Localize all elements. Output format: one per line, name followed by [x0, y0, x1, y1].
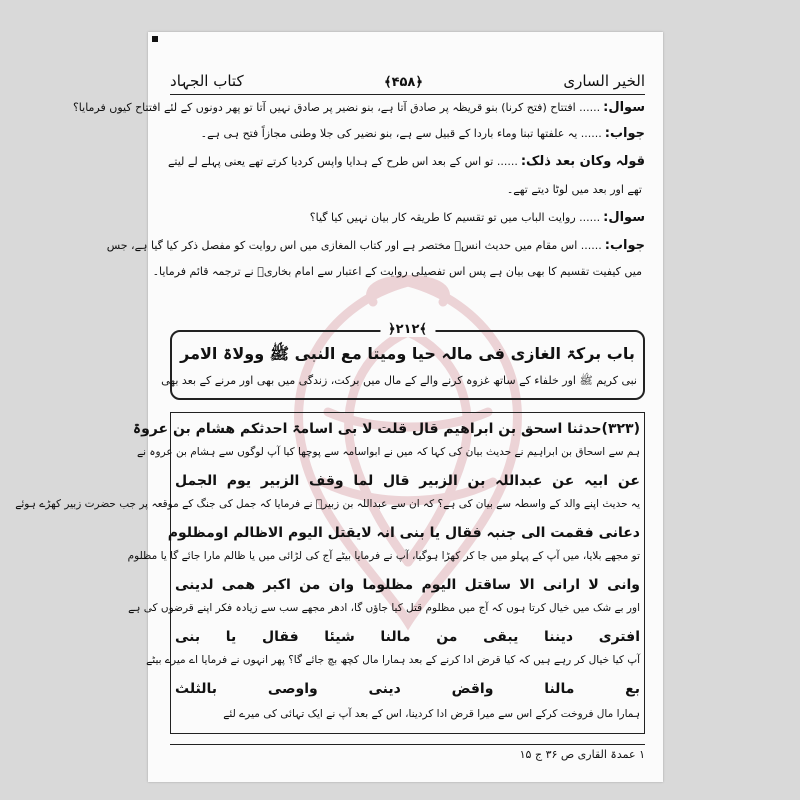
section-title: کتاب الجہاد: [170, 72, 244, 90]
page-header: [170, 64, 645, 90]
hadith-arabic-line: دعانی فقمت الی جنبہ فقال یا بنی انہ لایقتل الیوم الاظالم اومظلوم: [167, 525, 640, 541]
line-label: سوال:: [603, 100, 645, 115]
chapter-subtitle: نبی کریم ﷺ اور خلفاء کے ساتھ غزوہ کرنے والے کے مال میں برکت، زندگی میں بھی اور مرنے کے بعد بھی: [161, 374, 637, 387]
header-divider: [170, 94, 645, 95]
text-line: [72, 98, 645, 120]
text-line: [152, 262, 645, 284]
page-number: ﴿۴۵۸﴾: [383, 75, 423, 90]
hadith-urdu-line: ہم سے اسحاق بن ابراہیم نے حدیث بیان کی کہا کہ میں نے ابواسامہ سے پوچھا کیا آپ لوگوں سے ہشام بن عروہ نے: [136, 446, 640, 458]
line-text: میں کیفیت تقسیم کا بھی بیان ہے پس اس تفصیلی روایت کے اعتبار سے امام بخاریؒ نے ترجمہ قائم فرمایا۔: [152, 265, 642, 278]
footnote-divider: [170, 744, 645, 745]
scan-corner-mark: [152, 36, 158, 42]
chapter-title: باب برکۃ الغازی فی مالہ حیا ومیتا مع النبی ﷺ وولاۃ الامر: [180, 344, 635, 363]
hadith-arabic-line: (۳۲۳)حدثنا اسحق بن ابراھیم قال قلت لا بی اسامۃ احدثکم ھشام بن عروۃ: [132, 421, 640, 437]
text-line: [170, 180, 645, 202]
hadith-urdu-line: آپ کیا خیال کر رہے ہیں کہ کیا قرض ادا کرنے کے بعد ہمارا مال کچھ بچ جائے گا؟ پھر انہوں نے فرمایا اے میرے بیٹے: [146, 654, 640, 666]
line-text: ...... اس مقام میں حدیث انسؓ مختصر ہے اور کتاب المغازی میں اس روایت کو مفصل ذکر کیا گیا ہے، جس: [106, 239, 602, 252]
line-text: ...... روایت الباب میں تو تقسیم کا طریقہ کار بیان نہیں کیا گیا؟: [309, 211, 601, 224]
hadith-urdu-line: تو مجھے بلایا، میں آپ کے پہلو میں جا کر کھڑا ہوگیا، آپ نے فرمایا بیٹے آج کی لڑائی میں یا ظالم مارا جائے گا یا مظلوم: [127, 550, 640, 562]
text-line: [170, 208, 645, 230]
hadith-arabic-line: عن ابیہ عن عبداللہ بن الزبیر قال لما وقف الزبیر یوم الجمل: [175, 473, 640, 489]
line-label: جواب:: [604, 126, 645, 141]
line-text: ...... تو اس کے بعد اس طرح کے ہدایا واپس کردیا کرتے تھے یعنی پہلے لے لیتے: [167, 155, 518, 168]
line-text: ...... یہ علفتھا تبنا وماء باردا کے قبیل سے ہے، بنو نضیر کی جلا وطنی مجازاً فتح ہی ہے۔: [200, 127, 602, 140]
hadith-arabic-line: بع مالنا واقض دینی واوصی بالثلث: [175, 681, 640, 697]
hadith-urdu-line: ہمارا مال فروخت کرکے اس سے میرا قرض ادا کردینا، اس کے بعد آپ نے ایک تہائی کی میرے لئے: [223, 708, 640, 720]
line-text: ...... افتتاح (فتح کرنا) بنو قریظہ پر صادق آتا ہے، بنو نضیر پر صادق نہیں آتا تو پھر دونوں کے لئے افتتاح کیوں فرمایا؟: [72, 101, 601, 114]
line-label: سوال:: [603, 210, 645, 225]
book-title: الخیر الساری: [563, 72, 645, 90]
line-label: جواب:: [604, 238, 645, 253]
hadith-arabic-line: وانی لا ارانی الا ساقتل الیوم مظلوما وان من اکبر ھمی لدینی: [175, 577, 640, 593]
text-line: [170, 124, 645, 146]
text-line: [106, 236, 645, 258]
line-label: قولہ وکان بعد ذلک:: [520, 154, 645, 169]
hadith-urdu-line: اور بے شک میں خیال کرتا ہوں کہ آج میں مظلوم قتل کیا جاؤں گا، ادھر مجھے سب سے زیادہ فکر اپنے قرضوں کی ہے: [128, 602, 640, 614]
footnote: ۱ عمدۃ القاری ص ۳۶ ج ۱۵: [519, 748, 645, 761]
hadith-arabic-line: افتری دیننا یبقی من مالنا شیئا فقال یا بنی: [175, 629, 640, 645]
hadith-urdu-line: یہ حدیث اپنے والد کے واسطہ سے بیان کی ہے؟ کہ ان سے عبداللہ بن زبیرؓ نے فرمایا کہ جمل کی جنگ کے موقعہ پر جب حضرت زبیر کھڑے ہوئے: [15, 498, 640, 510]
hadith-box: [15, 412, 645, 734]
chapter-number: ﴿۲۱۲﴾: [380, 322, 435, 337]
book-page: [15, 32, 663, 782]
text-line: [167, 152, 645, 174]
chapter-heading-box: [161, 322, 645, 400]
line-text: تھے اور بعد میں لوٹا دیتے تھے۔: [506, 183, 642, 196]
